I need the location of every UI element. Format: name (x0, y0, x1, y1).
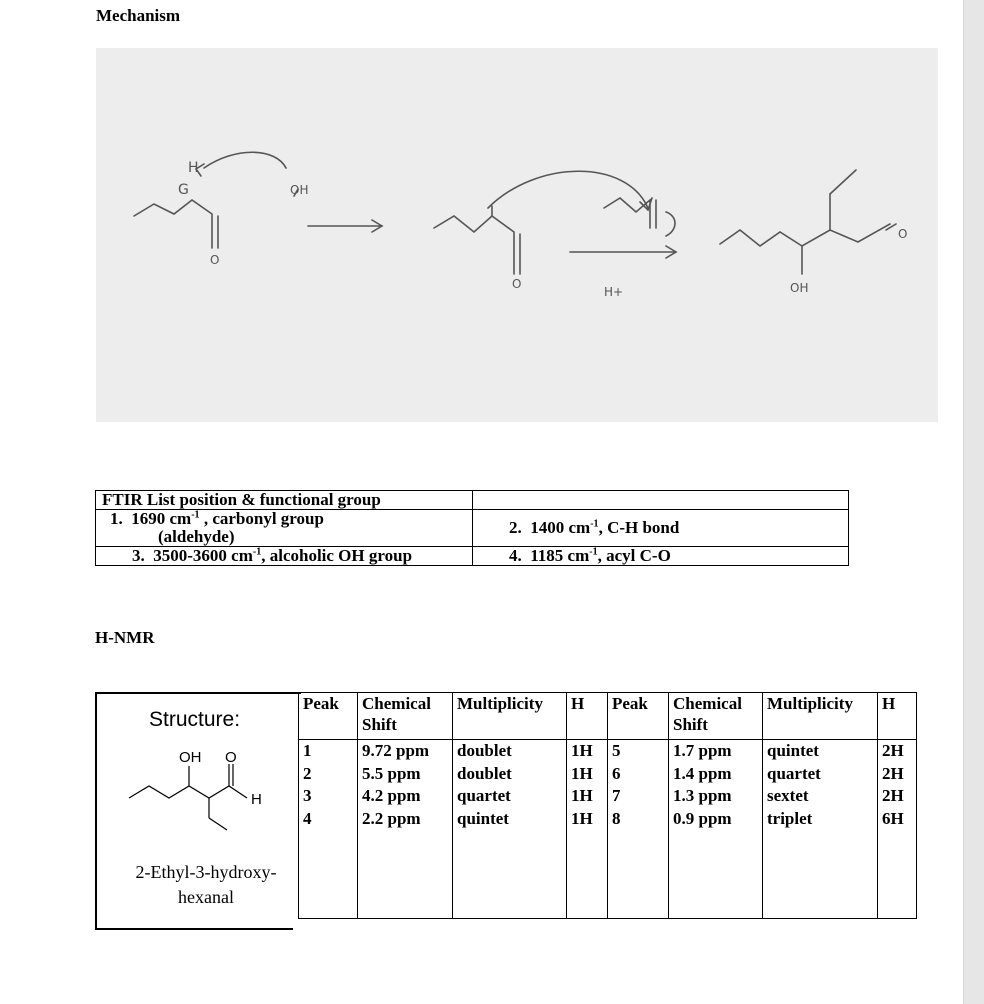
structure-panel (95, 692, 301, 930)
table-row: 4 2.2 ppm quintet 1H 8 0.9 ppm triplet 6H (299, 808, 917, 831)
ftir-table (95, 490, 849, 566)
compound-name: 2-Ethyl-3-hydroxy- hexanal (135, 862, 277, 907)
ftir-title-cell (96, 491, 473, 510)
molecule-2-chain (434, 216, 514, 274)
structure-title: Structure: (149, 708, 241, 731)
molecule-1-chain (134, 200, 212, 248)
label-o1: O (210, 253, 220, 267)
aldehyde-chain (604, 198, 650, 228)
handwritten-mechanism-drawing (96, 48, 938, 422)
molecule-backbone (129, 786, 247, 798)
nmr-table (298, 692, 917, 919)
scrollbar-track[interactable] (963, 0, 984, 1004)
ethyl-bond-2 (209, 818, 227, 830)
structure-bottom-border (95, 928, 293, 930)
ftir-item-4: 4. 1185 $cm^{-1}$, acyl C-O (473, 547, 849, 566)
nmr-section (95, 692, 924, 930)
ftir-title: FTIR List position & functional group (102, 490, 381, 509)
table-row: 1 9.72 ppm doublet 1H 5 1.7 ppm quintet 2H (299, 740, 917, 763)
hnmr-heading: H-NMR (95, 628, 155, 647)
label-oh-top: OH (290, 183, 309, 197)
atom-h: H (251, 791, 262, 808)
label-h: H (188, 160, 199, 176)
label-o2: O (512, 277, 522, 291)
ftir-item-2: 2. 1400 $cm^{-1}$, C-H bond (473, 510, 849, 547)
table-row: 3 4.2 ppm quartet 1H 7 1.3 ppm sextet 2H (299, 785, 917, 808)
table-empty-row (299, 830, 917, 919)
table-row: 2 5.5 ppm doublet 1H 6 1.4 ppm quartet 2H (299, 763, 917, 786)
atom-oh: OH (179, 749, 202, 766)
nmr-header-row: Peak Chemical Shift Multiplicity H Peak Chemical Shift Multiplicity H (299, 693, 917, 740)
ftir-empty-cell (473, 491, 849, 510)
product-chain (720, 224, 890, 246)
ftir-item-1: 1. 1690 $cm^{-1}$ , carbonyl group (aldehyde) (96, 510, 473, 547)
structure-molecule (125, 746, 275, 842)
mechanism-photo (96, 48, 938, 422)
ftir-item-3: 3. 3500-3600 $cm^{-1}$, alcoholic OH group (96, 547, 473, 566)
label-oh-bottom: OH (790, 281, 809, 295)
label-h-plus: H+ (604, 285, 624, 299)
product-ethyl-2 (830, 170, 856, 194)
curved-arrow-3 (666, 212, 675, 236)
atom-o: O (225, 749, 237, 766)
mechanism-heading: Mechanism (96, 6, 181, 25)
label-g: G (178, 182, 189, 198)
label-o3: O (898, 227, 908, 241)
curved-arrow-1 (204, 152, 286, 168)
